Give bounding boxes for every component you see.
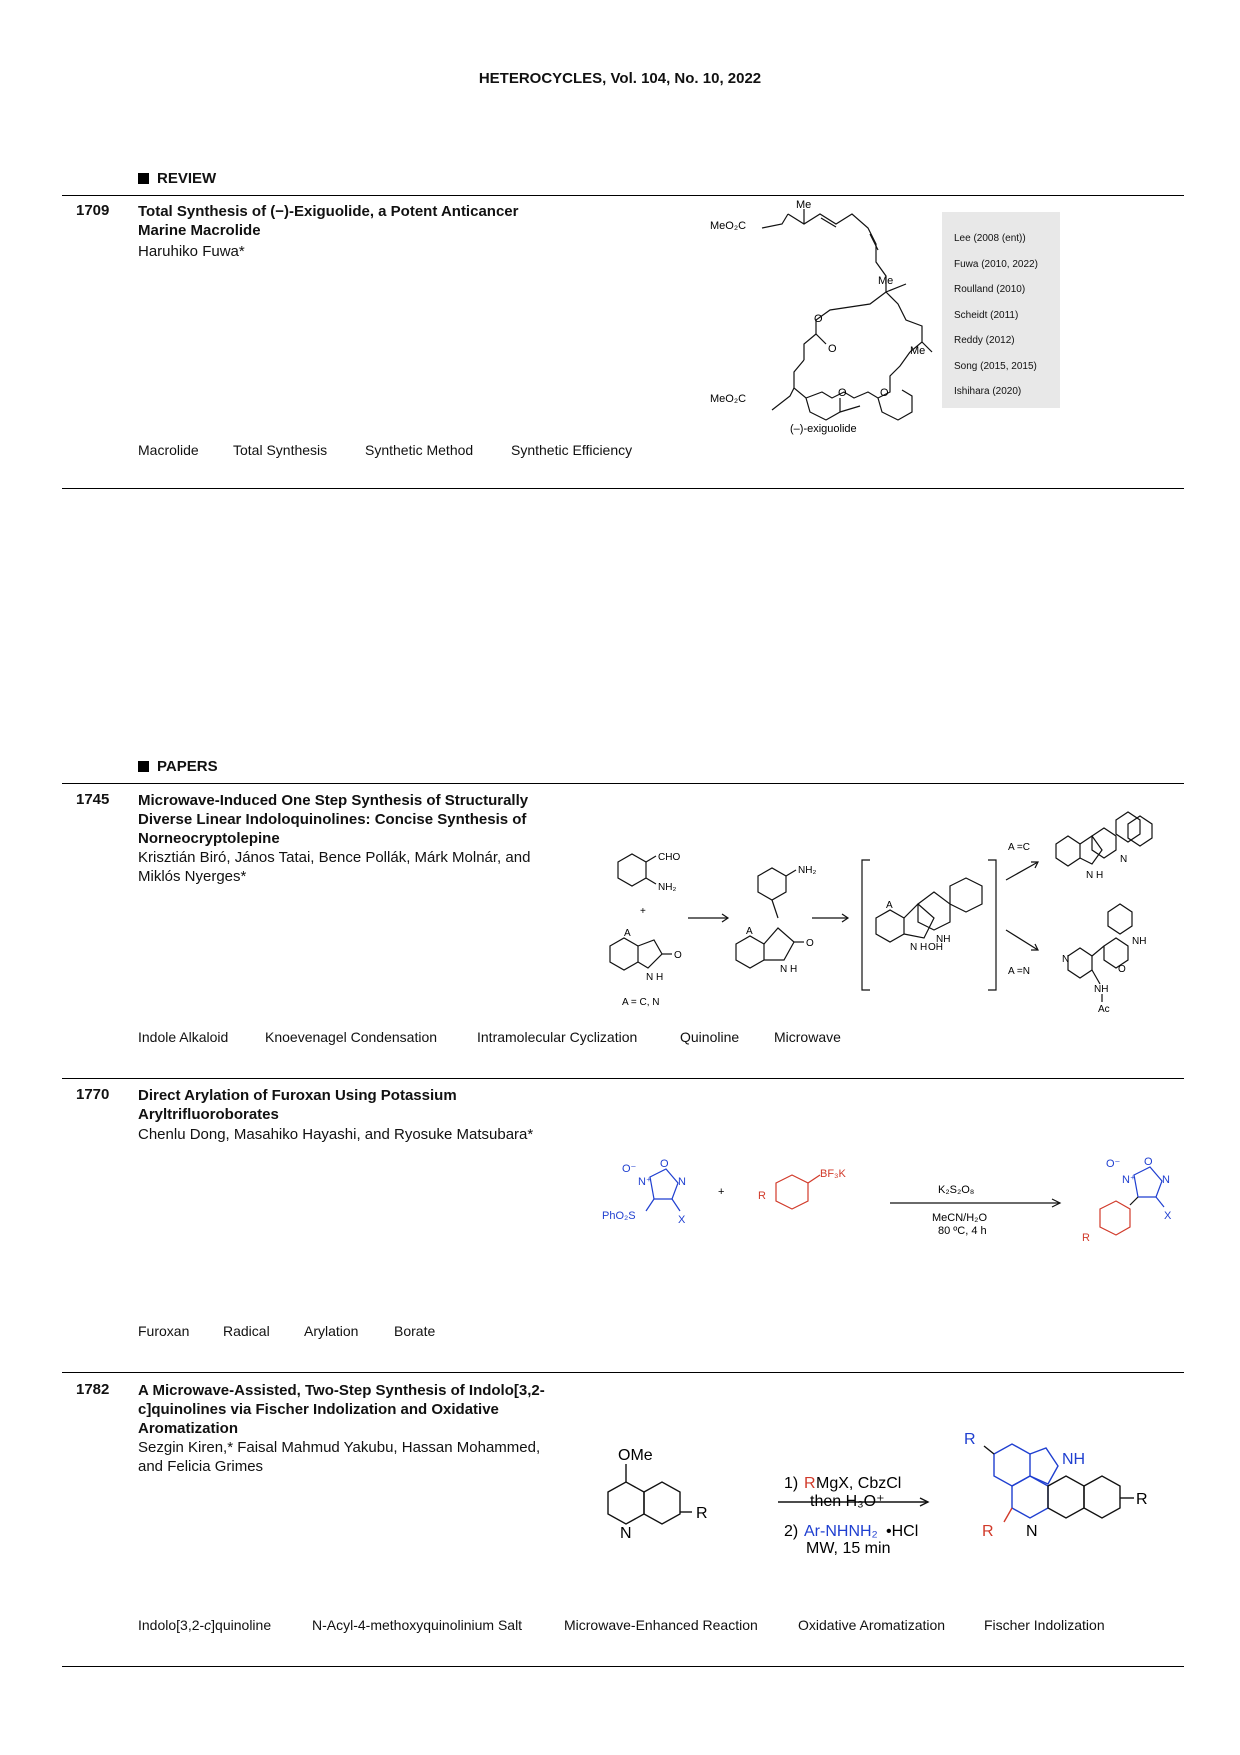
syntheses-panel	[942, 212, 1060, 408]
ring	[876, 910, 904, 942]
entry-rule	[62, 488, 1184, 489]
ring	[764, 928, 794, 960]
atom-label: O⁻	[622, 1163, 637, 1175]
bond	[804, 334, 816, 360]
papers-section-heading	[138, 758, 218, 775]
title-line: Direct Arylation of Furoxan Using Potassium	[138, 1087, 457, 1104]
condition-label: A =C	[1008, 842, 1030, 853]
title-line: Total Synthesis of (−)-Exiguolide, a Potent Anticancer	[138, 203, 519, 220]
ring	[1048, 1476, 1084, 1518]
atom-label: R	[1082, 1232, 1090, 1244]
atom-label: X	[1164, 1210, 1172, 1222]
ring	[918, 892, 950, 930]
pyridine-ring	[1012, 1476, 1048, 1518]
synthesis-entry: Song (2015, 2015)	[954, 360, 1037, 372]
atom-label: R	[696, 1505, 708, 1522]
title-line: Norneocryptolepine	[138, 830, 280, 847]
entry-title[interactable]	[138, 1381, 545, 1438]
atom-label: NH	[1062, 1451, 1086, 1468]
entry-authors	[138, 1438, 540, 1476]
keyword[interactable]: Arylation	[304, 1323, 359, 1339]
atom-label: X	[678, 1214, 686, 1226]
bond	[1130, 1197, 1138, 1205]
author-line: Chenlu Dong, Masahiko Hayashi, and Ryosuke Matsubara*	[138, 1126, 534, 1143]
author-line: Sezgin Kiren,* Faisal Mahmud Yakubu, Hassan Mohammed,	[138, 1439, 541, 1456]
ring	[1080, 836, 1102, 864]
bond	[1092, 946, 1104, 956]
atom-label: O	[1118, 964, 1126, 975]
benzene-ring	[758, 868, 786, 900]
entry-title[interactable]	[138, 202, 518, 240]
atom-label: NH	[1132, 936, 1147, 947]
ring	[736, 936, 764, 968]
atom-label: NH₂	[798, 865, 817, 876]
ring	[638, 940, 662, 968]
atom-label: N	[620, 1525, 632, 1542]
review-section-heading	[138, 170, 216, 187]
atom-label: PhO₂S	[602, 1210, 636, 1222]
atom-label: N H	[910, 942, 928, 953]
atom-label: N⁺	[1122, 1174, 1136, 1186]
journal-header: HETEROCYCLES, Vol. 104, No. 10, 2022	[478, 70, 762, 87]
condition-label: then H₃O⁺	[810, 1493, 885, 1510]
title-line: Aryltrifluoroborates	[138, 1106, 279, 1123]
atom-label: O	[1144, 1156, 1153, 1168]
atom-label: A	[746, 926, 753, 937]
title-line: Aromatization	[138, 1420, 239, 1437]
keyword[interactable]: Furoxan	[138, 1323, 190, 1339]
pyridine-ring	[1068, 948, 1092, 978]
keyword[interactable]: Microwave	[774, 1029, 841, 1045]
atom-label: R	[1136, 1491, 1148, 1508]
benzene-ring	[618, 854, 646, 886]
condition-label: MW, 15 min	[806, 1540, 891, 1557]
arrowhead	[1031, 944, 1038, 950]
keyword[interactable]: Microwave-Enhanced Reaction	[564, 1617, 758, 1633]
bond	[794, 352, 910, 398]
substituent-label: Me	[796, 199, 812, 211]
condition-label: MgX, CbzCl	[816, 1475, 902, 1492]
bond	[772, 900, 778, 918]
plus-sign: +	[640, 906, 646, 917]
ring	[1092, 828, 1116, 858]
bond	[1156, 1197, 1164, 1207]
keyword[interactable]: Borate	[394, 1323, 436, 1339]
title-line: Diverse Linear Indoloquinolines: Concise Synthesis of	[138, 811, 527, 828]
atom-label: N	[1162, 1174, 1170, 1186]
keyword[interactable]: Total Synthesis	[233, 442, 328, 458]
entry-page-number[interactable]: 1745	[76, 791, 110, 808]
keyword[interactable]: Radical	[223, 1323, 270, 1339]
synthesis-entry: Lee (2008 (ent))	[954, 233, 1026, 244]
keyword[interactable]: Fischer Indolization	[984, 1617, 1105, 1633]
furoxan-ring	[1134, 1167, 1162, 1197]
entry-authors	[138, 242, 245, 261]
synthesis-entry: Fuwa (2010, 2022)	[954, 258, 1038, 270]
keyword[interactable]: Oxidative Aromatization	[798, 1617, 946, 1633]
bond	[1092, 970, 1100, 984]
atom-label: O	[880, 387, 889, 399]
bond	[762, 214, 788, 228]
keyword[interactable]: Intramolecular Cyclization	[477, 1029, 638, 1045]
condition-label: A =N	[1008, 966, 1030, 977]
keyword[interactable]: Quinoline	[680, 1029, 740, 1045]
synthesis-entry: Ishihara (2020)	[954, 386, 1022, 397]
atom-label: N	[1062, 954, 1070, 965]
keyword[interactable]: Macrolide	[138, 442, 199, 458]
atom-label: OH	[928, 942, 943, 953]
condition-label: A = C, N	[622, 997, 660, 1008]
ring	[904, 904, 934, 938]
ring	[1108, 904, 1132, 934]
bond	[786, 870, 796, 876]
bracket	[988, 860, 996, 990]
entry-rule	[62, 1372, 1184, 1373]
atom-label: CHO	[658, 852, 681, 863]
author-line: Haruhiko Fuwa*	[138, 243, 245, 260]
atom-label: R	[758, 1190, 766, 1202]
molecule-caption: (–)-exiguolide	[790, 423, 857, 435]
aryl-ring	[1100, 1201, 1130, 1235]
ring	[950, 878, 982, 912]
entry-rule	[62, 1666, 1184, 1667]
pyridine-ring	[608, 1482, 644, 1524]
entry-page-number[interactable]: 1770	[76, 1086, 110, 1103]
bond	[772, 388, 794, 410]
atom-label: NH	[1094, 984, 1109, 995]
keyword[interactable]: Synthetic Efficiency	[511, 442, 633, 458]
condition-label: •HCl	[886, 1523, 919, 1540]
benzene-ring	[644, 1482, 680, 1524]
plus-sign: +	[718, 1186, 725, 1198]
title-line: Microwave-Induced One Step Synthesis of Structurally	[138, 792, 529, 809]
keyword[interactable]: Indolo[3,2-c]quinoline	[138, 1617, 272, 1633]
substituent-label: Me	[878, 275, 894, 287]
bond	[816, 334, 826, 344]
bond	[806, 398, 840, 420]
entry-title[interactable]	[138, 1086, 457, 1124]
bond	[672, 1199, 680, 1211]
indoloquinoline-scheme-graphic	[598, 800, 1188, 1015]
arrow	[1006, 862, 1038, 880]
atom-label: N	[1120, 854, 1128, 865]
arrow	[1006, 930, 1038, 950]
ring	[1056, 836, 1080, 866]
atom-label: N⁺	[638, 1176, 652, 1188]
synthesis-entry: Scheidt (2011)	[954, 309, 1019, 321]
indoloquinoline-two-step-scheme-graphic	[600, 1432, 1190, 1572]
keyword[interactable]: Indole Alkaloid	[138, 1029, 229, 1045]
atom-label: N H	[1086, 870, 1104, 881]
entry-page-number[interactable]: 1782	[76, 1381, 110, 1398]
author-line: Krisztián Biró, János Tatai, Bence Pollák, Márk Molnár, and	[138, 849, 531, 866]
bond	[808, 1175, 820, 1183]
papers-label: PAPERS	[157, 758, 218, 775]
title-line: A Microwave-Assisted, Two-Step Synthesis of Indolo[3,2-	[138, 1382, 545, 1399]
aryl-ring	[776, 1175, 808, 1209]
square-bullet-icon	[138, 761, 149, 772]
substituent-label: MeO₂C	[710, 393, 747, 405]
condition-label: 80 ºC, 4 h	[938, 1225, 987, 1237]
bond	[646, 1199, 654, 1211]
condition-label: 2)	[784, 1523, 799, 1540]
substituent-label: MeO₂C	[710, 220, 747, 232]
atom-label: A	[624, 928, 631, 939]
section-rule	[62, 783, 1184, 784]
atom-label: R	[982, 1523, 994, 1540]
atom-label: N	[678, 1176, 686, 1188]
condition-label: K₂S₂O₈	[938, 1184, 975, 1196]
atom-label: R	[964, 1432, 976, 1448]
atom-label: O	[828, 343, 837, 355]
bond	[1004, 1508, 1012, 1522]
keyword[interactable]: Knoevenagel Condensation	[265, 1029, 438, 1045]
atom-label: N	[1026, 1523, 1038, 1540]
atom-label: N H	[780, 964, 798, 975]
keyword[interactable]: Synthetic Method	[365, 442, 474, 458]
atom-label: O	[674, 950, 682, 961]
reagent-r-label: R	[804, 1475, 816, 1492]
condition-label: 1)	[784, 1475, 799, 1492]
atom-label: Ac	[1098, 1004, 1110, 1015]
entry-authors	[138, 1125, 533, 1144]
synthesis-entry: Reddy (2012)	[954, 335, 1015, 346]
bond	[870, 234, 878, 250]
bond	[886, 292, 922, 352]
reagent-hydrazine-label: Ar-NHNH₂	[804, 1523, 878, 1540]
substituent-label: Me	[910, 345, 926, 357]
atom-label: O	[838, 387, 847, 399]
entry-page-number[interactable]: 1709	[76, 202, 110, 219]
square-bullet-icon	[138, 173, 149, 184]
atom-label: O	[806, 938, 814, 949]
title-line: Marine Macrolide	[138, 222, 261, 239]
entry-rule	[62, 1078, 1184, 1079]
atom-label: O	[814, 313, 823, 325]
bracket	[862, 860, 870, 990]
author-line: and Felicia Grimes	[138, 1458, 264, 1475]
keyword[interactable]: N-Acyl-4-methoxyquinolinium Salt	[312, 1617, 523, 1633]
entry-authors	[138, 848, 530, 886]
author-line: Miklós Nyerges*	[138, 868, 247, 885]
atom-label: OMe	[618, 1447, 653, 1464]
furoxan-ring	[650, 1169, 678, 1199]
condition-label: MeCN/H₂O	[932, 1212, 987, 1224]
bond	[984, 1446, 994, 1454]
bond	[840, 406, 860, 412]
bond	[816, 292, 886, 334]
synthesis-entry: Roulland (2010)	[954, 284, 1026, 295]
ring	[610, 938, 638, 970]
atom-label: O⁻	[1106, 1158, 1121, 1170]
bond	[788, 214, 886, 292]
bond	[646, 856, 656, 862]
atom-label: BF₃K	[820, 1168, 846, 1180]
atom-label: N H	[646, 972, 664, 983]
atom-label: NH₂	[658, 882, 677, 893]
atom-label: NH	[936, 934, 951, 945]
review-label: REVIEW	[157, 170, 217, 187]
atom-label: A	[886, 900, 893, 911]
benzene-ring	[1084, 1476, 1120, 1518]
furoxan-arylation-scheme-graphic	[600, 1155, 1190, 1255]
title-line: c]quinolines via Fischer Indolization and Oxidative	[138, 1401, 499, 1418]
bond	[646, 878, 656, 884]
entry-title[interactable]	[138, 791, 528, 848]
atom-label: O	[660, 1158, 669, 1170]
